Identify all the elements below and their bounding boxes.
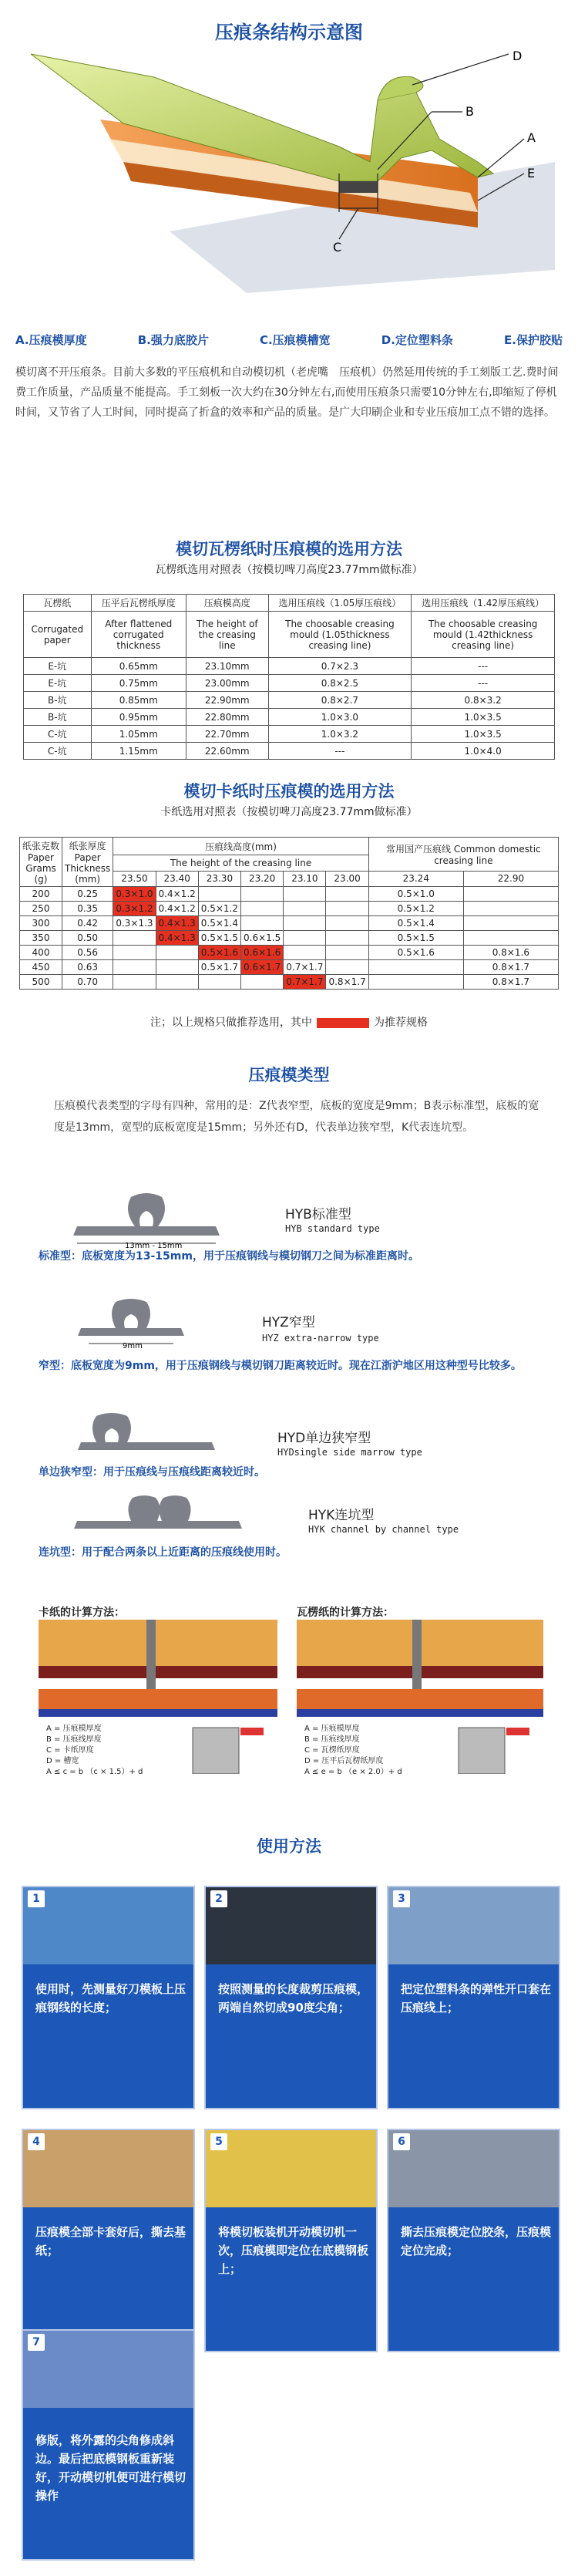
usage-step (22, 2129, 195, 2352)
label-d: D (512, 49, 523, 63)
t2-cell: 0.50 (62, 931, 113, 946)
crease-structure-diagram (15, 46, 563, 301)
t2-cell (284, 887, 326, 902)
t2-cell: 0.63 (62, 960, 113, 975)
t1-row (24, 692, 555, 709)
t2-row (20, 916, 559, 931)
label-c: C (333, 240, 342, 255)
t2-cell (326, 887, 368, 902)
note-text-b: 为推荐规格 (374, 1017, 428, 1029)
t1-h5b: The choosable creasing mould (1.42thickness creasing line) (412, 612, 555, 658)
t2-cell: 0.5×1.2 (368, 902, 463, 916)
t2-cell: 0.5×1.2 (198, 902, 240, 916)
t2-cell: 0.7×1.7 (284, 960, 326, 975)
t1-cell: B-坑 (24, 709, 92, 726)
t1-cell: 0.85mm (91, 692, 186, 709)
t1-cell: --- (268, 743, 412, 760)
t1-h4: 选用压痕线（1.05厚压痕线） (268, 595, 412, 612)
table2-subtitle: 卡纸选用对照表（按模切啤刀高度23.77mm做标准） (160, 806, 418, 818)
t2-row (20, 960, 559, 975)
t2-cell (198, 887, 240, 902)
t2-cell (326, 902, 368, 916)
t1-cell: 22.60mm (186, 743, 268, 760)
t2-height-col: 22.90 (463, 871, 558, 886)
part-a: A.压痕模厚度 (15, 333, 87, 347)
step-number: 6 (393, 2133, 410, 2150)
t1-cell: 22.70mm (186, 726, 268, 743)
step-text: 修版，将外露的尖角修成斜边。最后把底模钢板重新装好，开动模切机便可进行模切操作 (35, 2433, 187, 2503)
usage-step (22, 2329, 195, 2561)
t2-row (20, 887, 559, 902)
t1-cell: E-坑 (24, 675, 92, 692)
part-e: E.保护胶贴 (504, 333, 563, 347)
t2-cell: 0.4×1.3 (156, 931, 198, 946)
step-number: 2 (210, 1890, 227, 1907)
t1-h5: 选用压痕线（1.42厚压痕线） (412, 595, 555, 612)
corrugated-table (23, 594, 555, 760)
step-number: 1 (28, 1890, 45, 1907)
part-c: C.压痕模槽宽 (259, 333, 331, 347)
hyb-profile-image (69, 1188, 223, 1249)
t2-cell (113, 960, 156, 975)
t2-cell (463, 931, 558, 946)
t1-cell: 0.8×2.5 (268, 675, 412, 692)
t2-h-height-en: The height of the creasing line (113, 855, 368, 871)
t1-cell: 0.75mm (91, 675, 186, 692)
t2-cell (463, 916, 558, 931)
t2-cell: 500 (20, 975, 62, 990)
step-photo (23, 2130, 193, 2207)
t1-cell: 1.0×4.0 (412, 743, 555, 760)
t1-cell: 1.05mm (91, 726, 186, 743)
t1-row (24, 726, 555, 743)
hyd-label: HYD单边狭窄型 (277, 1431, 371, 1446)
t2-cell: 300 (20, 916, 62, 931)
t2-cell: 200 (20, 887, 62, 902)
t2-cell: 0.5×1.4 (368, 916, 463, 931)
t2-cell: 0.5×1.5 (368, 931, 463, 946)
t2-cell: 0.8×1.7 (326, 975, 368, 990)
step-photo (206, 1887, 376, 1964)
t2-cell (241, 975, 284, 990)
hyb-label-en: HYB standard type (285, 1223, 380, 1234)
card-calc-legend: A = 压痕模厚度 B = 压痕线厚度 C = 卡纸厚度 D = 槽宽 A ≤ c = b （c × 1.5）+ d (46, 1725, 143, 1776)
t2-cell: 0.5×1.4 (198, 916, 240, 931)
t2-h-height: 压痕线高度(mm) (113, 838, 368, 855)
t2-cell: 0.5×1.5 (198, 931, 240, 946)
t2-cell: 0.6×1.5 (241, 931, 284, 946)
hyd-label-en: HYDsingle side marrow type (277, 1447, 422, 1458)
hyz-label-en: HYZ extra-narrow type (262, 1333, 379, 1344)
table2-title: 模切卡纸时压痕模的选用方法 (183, 782, 395, 801)
hyz-profile-image (73, 1296, 189, 1350)
t2-cell (113, 975, 156, 990)
t1-cell: 1.0×3.2 (268, 726, 412, 743)
step-number: 4 (28, 2133, 45, 2150)
t1-cell: 1.0×3.5 (412, 726, 555, 743)
t2-height-col: 23.30 (198, 871, 240, 886)
t2-cell (113, 946, 156, 960)
t2-cell: 0.8×1.7 (463, 960, 558, 975)
t2-cell (198, 975, 240, 990)
t2-cell (284, 931, 326, 946)
t2-cell (156, 960, 198, 975)
t2-cell: 0.4×1.2 (156, 887, 198, 902)
t2-cell: 0.3×1.2 (113, 902, 156, 916)
part-b: B.强力底胶片 (137, 333, 209, 347)
t1-cell: 0.8×3.2 (412, 692, 555, 709)
t1-h2b: After flattened corrugated thickness (91, 612, 186, 658)
label-a: A (527, 130, 536, 145)
hyb-dim: 13mm - 15mm (125, 1242, 183, 1249)
t2-cell: 0.7×1.7 (284, 975, 326, 990)
t2-row (20, 902, 559, 916)
recommend-swatch (317, 1018, 369, 1028)
cardboard-table (19, 837, 559, 990)
step-number: 7 (28, 2334, 45, 2351)
t1-cell: E-坑 (24, 658, 92, 675)
t1-cell: C-坑 (24, 743, 92, 760)
t2-cell: 0.6×1.6 (241, 946, 284, 960)
table1-subtitle: 瓦楞纸选用对照表（按模切啤刀高度23.77mm做标准） (155, 564, 423, 576)
t1-row (24, 675, 555, 692)
t2-cell (284, 946, 326, 960)
t2-cell (326, 916, 368, 931)
t1-cell: 23.00mm (186, 675, 268, 692)
label-e: E (527, 166, 536, 180)
t2-height-col: 23.24 (368, 871, 463, 886)
t2-row (20, 975, 559, 990)
step-photo (23, 1887, 193, 1964)
label-b: B (465, 104, 474, 119)
hyb-desc: 标准型：底板宽度为13-15mm，用于压痕钢线与模切钢刀之间为标准距离时。 (39, 1250, 419, 1263)
t1-cell: --- (412, 658, 555, 675)
intro-paragraph: 模切离不开压痕条。目前大多数的平压痕机和自动模切机（老虎嘴 压痕机）仍然延用传统的手工刻版工艺.费时间费工作质量，产品质量不能提高。手工刻板一次大约在30分钟左右,而使用压痕条只需要10分钟左右,即缩短了停机时间，又节省了人工时间，同时提高了折盒的效率和产品的质量。是广大印刷企业和专业压痕加工点不错的选择。 (15, 366, 559, 419)
t2-cell (241, 902, 284, 916)
t2-cell: 0.4×1.3 (156, 916, 198, 931)
step-photo (388, 2130, 559, 2207)
hyz-label: HYZ窄型 (262, 1315, 315, 1330)
t1-h4b: The choosable creasing mould (1.05thickness creasing line) (268, 612, 412, 658)
types-description: 压痕模代表类型的字母有四种，常用的是：Z代表窄型，底板的宽度是9mm；B表示标准型，底板的宽度是13mm，宽型的底板宽度是15mm；另外还有D，代表单边狭窄型，K代表连坑型。 (54, 1100, 539, 1134)
t2-cell: 450 (20, 960, 62, 975)
t1-h3: 压痕模高度 (186, 595, 268, 612)
t2-h-thick: 纸张厚度 Paper Thickness (mm) (62, 838, 113, 887)
t2-cell (326, 946, 368, 960)
t1-cell: 1.15mm (91, 743, 186, 760)
t2-cell (326, 931, 368, 946)
part-d: D.定位塑料条 (381, 333, 453, 347)
t2-cell: 0.8×1.6 (463, 946, 558, 960)
t2-cell: 0.4×1.2 (156, 902, 198, 916)
hyk-label: HYK连坑型 (308, 1508, 375, 1523)
t1-h3b: The height of the creasing line (186, 612, 268, 658)
t2-height-col: 23.00 (326, 871, 368, 886)
step-photo (206, 2130, 376, 2207)
t2-height-col: 23.50 (113, 871, 156, 886)
t2-cell: 0.42 (62, 916, 113, 931)
t2-cell (241, 916, 284, 931)
t2-cell (463, 902, 558, 916)
hyb-label: HYB标准型 (285, 1207, 351, 1222)
step-text: 将模切板装机开动模切机一次，压痕模即定位在底模钢板上； (218, 2225, 369, 2276)
t2-cell: 0.35 (62, 902, 113, 916)
t2-cell: 350 (20, 931, 62, 946)
t1-cell: 0.8×2.7 (268, 692, 412, 709)
t2-cell (156, 946, 198, 960)
t1-cell: 1.0×3.0 (268, 709, 412, 726)
t2-cell: 0.3×1.3 (113, 916, 156, 931)
t1-cell: --- (412, 675, 555, 692)
t1-cell: 1.0×3.5 (412, 709, 555, 726)
usage-step (204, 1886, 378, 2109)
card-calc-title: 卡纸的计算方法： (39, 1607, 125, 1619)
t1-cell: 23.10mm (186, 658, 268, 675)
t1-row (24, 743, 555, 760)
t2-row (20, 931, 559, 946)
corr-calc-legend: A = 压痕模厚度 B = 压痕线厚度 C = 瓦楞纸厚度 D = 压平后瓦楞纸厚度 A ≤ e = b （e × 2.0）+ d (304, 1725, 402, 1776)
step-text: 撕去压痕模定位胶条，压痕模定位完成； (401, 2225, 552, 2257)
t2-h-grams: 纸张克数 Paper Grams (g) (20, 838, 62, 887)
t2-cell (284, 902, 326, 916)
hyz-desc: 窄型：底板宽度为9mm，用于压痕钢线与模切钢刀距离较近时。现在江浙沪地区用这种型号比较多。 (39, 1360, 522, 1372)
t2-h-domestic: 常用国产压痕线 Common domestic creasing line (368, 838, 558, 872)
t1-row (24, 709, 555, 726)
t1-h1b: Corrugated paper (24, 612, 92, 658)
t1-cell: 22.90mm (186, 692, 268, 709)
hyk-label-en: HYK channel by channel type (308, 1524, 459, 1535)
usage-title: 使用方法 (257, 1837, 321, 1856)
t1-cell: 0.95mm (91, 709, 186, 726)
t2-height-col: 23.40 (156, 871, 198, 886)
types-title: 压痕模类型 (248, 1066, 330, 1084)
hyd-desc: 单边狭窄型：用于压痕线与压痕线距离较近时。 (39, 1466, 265, 1479)
t2-cell (241, 887, 284, 902)
t2-height-col: 23.10 (284, 871, 326, 886)
t1-cell: C-坑 (24, 726, 92, 743)
t2-cell: 0.5×1.0 (368, 887, 463, 902)
t2-cell: 400 (20, 946, 62, 960)
t1-h1: 瓦楞纸 (24, 595, 92, 612)
t2-cell (156, 975, 198, 990)
hyk-profile-image (69, 1489, 247, 1535)
t1-row (24, 658, 555, 675)
t2-cell: 0.5×1.6 (368, 946, 463, 960)
step-text: 压痕模全部卡套好后，撕去基纸； (35, 2225, 187, 2257)
hyk-desc: 连坑型：用于配合两条以上近距离的压痕线使用时。 (39, 1546, 287, 1559)
t1-cell: B-坑 (24, 692, 92, 709)
t2-cell: 0.25 (62, 887, 113, 902)
step-photo (23, 2331, 193, 2408)
t2-cell (368, 975, 463, 990)
hyz-dim: 9mm (123, 1342, 143, 1350)
t2-cell (113, 931, 156, 946)
t1-h2: 压平后瓦楞纸厚度 (91, 595, 186, 612)
t2-cell: 250 (20, 902, 62, 916)
table2-note (0, 1014, 578, 1030)
step-number: 3 (393, 1890, 410, 1907)
t1-cell: 0.65mm (91, 658, 186, 675)
t2-cell: 0.70 (62, 975, 113, 990)
hyd-profile-image (73, 1411, 220, 1462)
t2-height-col: 23.20 (241, 871, 284, 886)
usage-step (387, 2129, 560, 2352)
step-text: 使用时，先测量好刀模板上压痕钢线的长度； (35, 1982, 187, 2015)
corr-calc-title: 瓦楞纸的计算方法： (297, 1607, 394, 1619)
t2-cell: 0.3×1.0 (113, 887, 156, 902)
t2-cell: 0.6×1.7 (241, 960, 284, 975)
t2-cell (463, 887, 558, 902)
step-number: 5 (210, 2133, 227, 2150)
t2-cell (284, 916, 326, 931)
parts-legend (15, 332, 563, 348)
t2-cell: 0.5×1.7 (198, 960, 240, 975)
usage-step (204, 2129, 378, 2352)
t2-row (20, 946, 559, 960)
t2-cell (368, 960, 463, 975)
table1-title: 模切瓦楞纸时压痕模的选用方法 (176, 540, 402, 558)
page-title: 压痕条结构示意图 (215, 22, 363, 43)
t2-cell: 0.8×1.7 (463, 975, 558, 990)
step-photo (388, 1887, 559, 1964)
usage-step (22, 1886, 195, 2109)
usage-step (387, 1886, 560, 2109)
t2-cell: 0.56 (62, 946, 113, 960)
note-text-a: 注；以上规格只做推荐选用，其中 (150, 1017, 312, 1029)
t2-cell: 0.5×1.6 (198, 946, 240, 960)
t1-cell: 0.7×2.3 (268, 658, 412, 675)
step-text: 把定位塑料条的弹性开口套在压痕线上； (401, 1982, 552, 2015)
t1-cell: 22.80mm (186, 709, 268, 726)
step-text: 按照测量的长度裁剪压痕模，两端自然切成90度尖角； (218, 1982, 369, 2015)
t2-cell (326, 960, 368, 975)
